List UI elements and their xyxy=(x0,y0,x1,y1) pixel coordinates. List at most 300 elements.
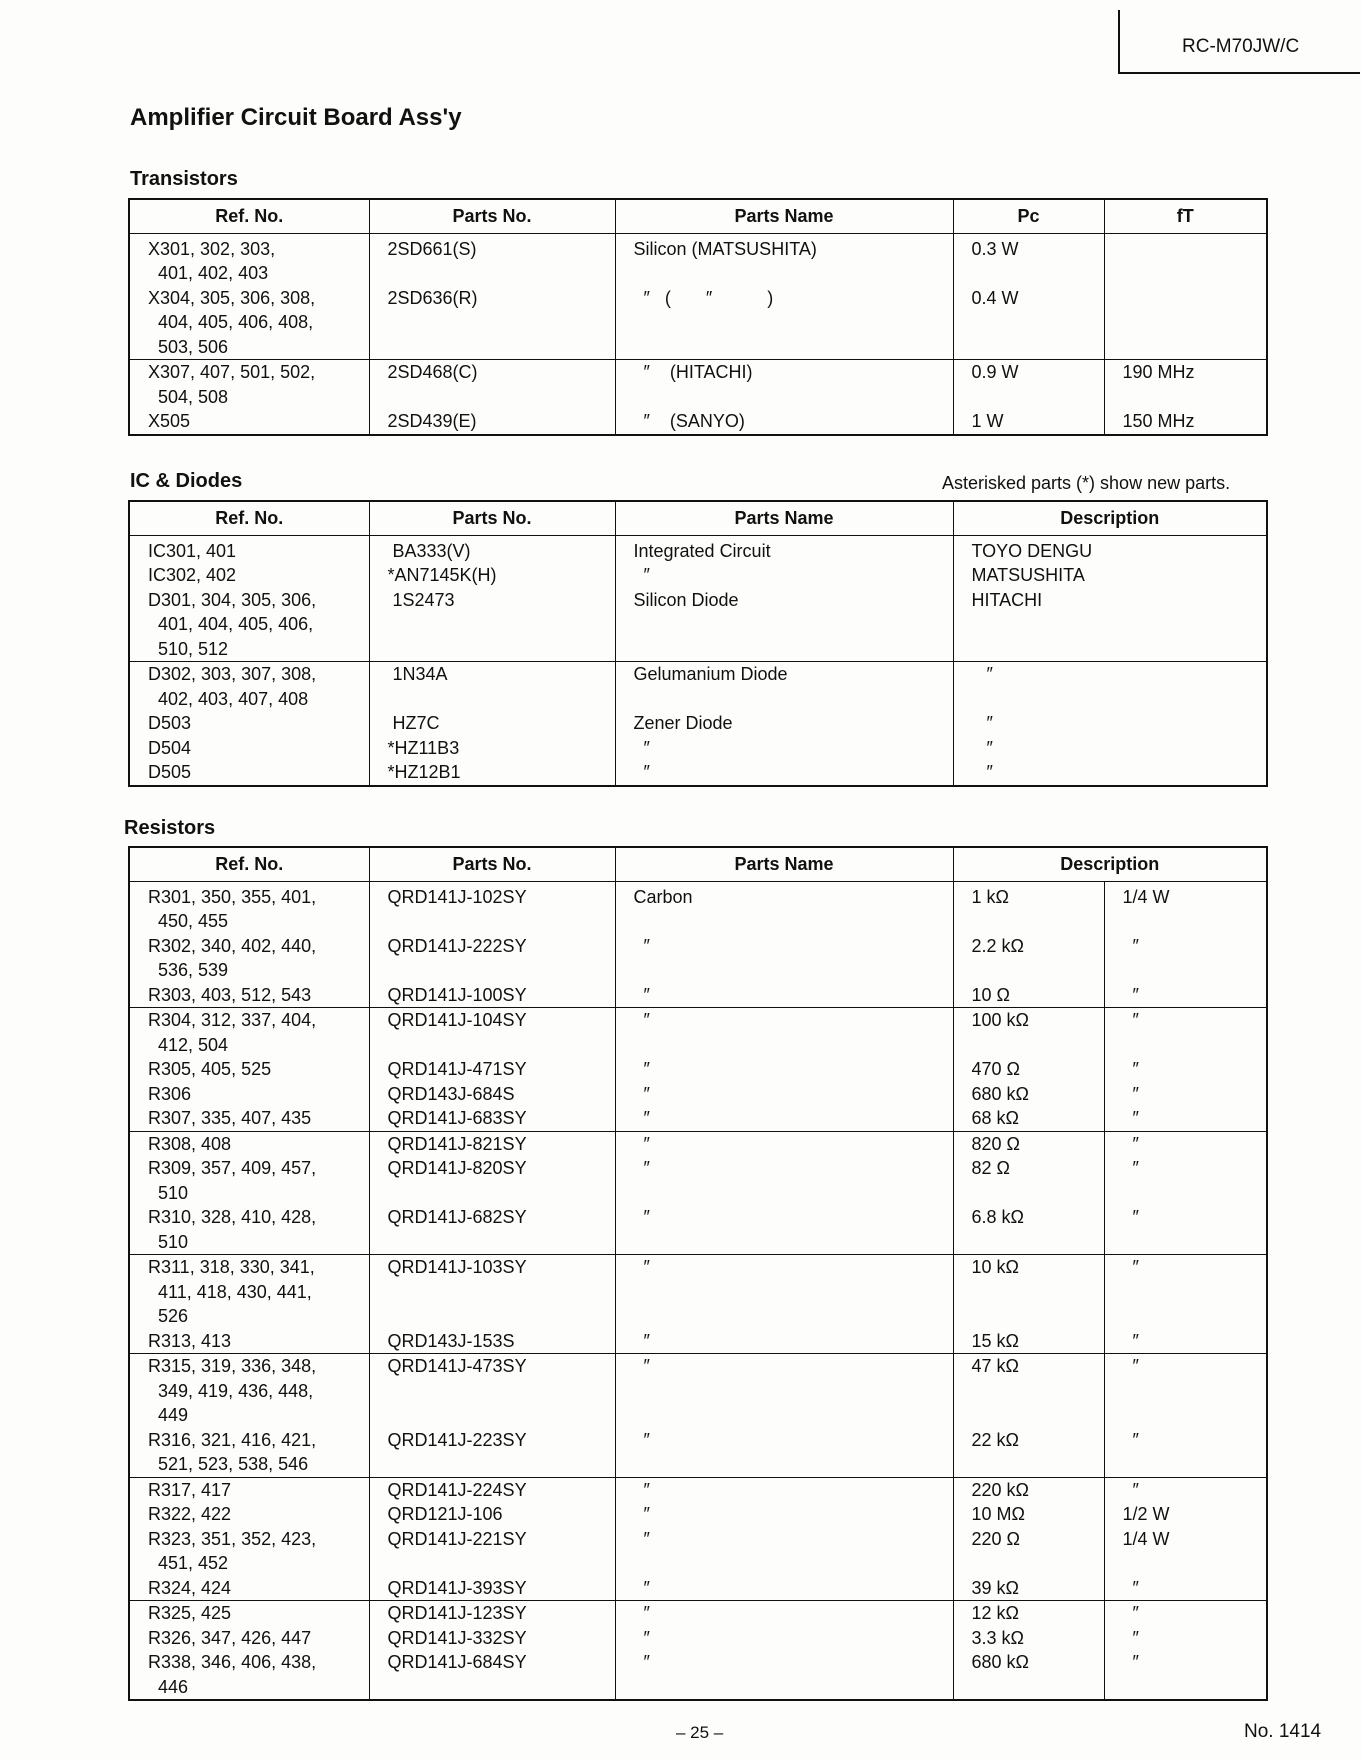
cell-parts-no xyxy=(369,612,615,637)
cell-resistance: 470 Ω xyxy=(953,1057,1104,1082)
cell-ref-no: R325, 425 xyxy=(129,1601,369,1626)
cell-resistance: 6.8 kΩ xyxy=(953,1205,1104,1230)
table-row xyxy=(129,1131,1267,1156)
cell-ref-no: R309, 357, 409, 457, xyxy=(129,1156,369,1181)
table-row xyxy=(129,1205,1267,1230)
cell-ref-no: 510 xyxy=(129,1181,369,1206)
cell-parts-name: Carbon xyxy=(615,881,953,909)
cell-parts-name: ″ xyxy=(615,1354,953,1379)
table-row xyxy=(129,1379,1267,1404)
table-row xyxy=(129,1230,1267,1255)
column-header-ref-no: Ref. No. xyxy=(129,501,369,535)
cell-parts-no: QRD141J-104SY xyxy=(369,1008,615,1033)
cell-ref-no: R324, 424 xyxy=(129,1576,369,1601)
cell-description: ″ xyxy=(953,662,1267,687)
cell-parts-name xyxy=(615,909,953,934)
cell-parts-name: ″ xyxy=(615,1057,953,1082)
cell-parts-name xyxy=(615,1675,953,1701)
cell-parts-name: ″ xyxy=(615,1428,953,1453)
cell-parts-no: QRD141J-123SY xyxy=(369,1601,615,1626)
cell-resistance: 39 kΩ xyxy=(953,1576,1104,1601)
cell-description: ″ xyxy=(953,711,1267,736)
cell-ft xyxy=(1104,233,1267,261)
cell-parts-no xyxy=(369,637,615,662)
table-row xyxy=(129,1082,1267,1107)
transistors-table xyxy=(128,198,1268,436)
cell-parts-name: ″ xyxy=(615,1329,953,1354)
cell-wattage: ″ xyxy=(1104,934,1267,959)
column-header-description: Description xyxy=(953,847,1267,881)
document-number: No. 1414 xyxy=(1244,1721,1322,1742)
cell-ref-no: D504 xyxy=(129,736,369,761)
resistors-table xyxy=(128,846,1268,1701)
cell-resistance xyxy=(953,909,1104,934)
cell-ref-no: R303, 403, 512, 543 xyxy=(129,983,369,1008)
cell-wattage xyxy=(1104,1280,1267,1305)
table-row xyxy=(129,286,1267,311)
cell-ref-no: R305, 405, 525 xyxy=(129,1057,369,1082)
cell-resistance: 2.2 kΩ xyxy=(953,934,1104,959)
cell-parts-name: ″ xyxy=(615,563,953,588)
cell-parts-name xyxy=(615,261,953,286)
cell-parts-no: *HZ12B1 xyxy=(369,760,615,786)
cell-parts-no: QRD141J-683SY xyxy=(369,1106,615,1131)
cell-ref-no: 412, 504 xyxy=(129,1033,369,1058)
table-row xyxy=(129,760,1267,786)
cell-wattage xyxy=(1104,1452,1267,1477)
cell-wattage: ″ xyxy=(1104,1057,1267,1082)
cell-parts-no xyxy=(369,335,615,360)
cell-parts-no: QRD141J-100SY xyxy=(369,983,615,1008)
cell-wattage: 1/4 W xyxy=(1104,1527,1267,1552)
cell-parts-name xyxy=(615,687,953,712)
cell-ref-no: R307, 335, 407, 435 xyxy=(129,1106,369,1131)
cell-pc xyxy=(953,335,1104,360)
cell-ref-no: IC302, 402 xyxy=(129,563,369,588)
section-heading-transistors: Transistors xyxy=(130,168,238,190)
cell-wattage xyxy=(1104,1230,1267,1255)
cell-parts-no: 2SD661(S) xyxy=(369,233,615,261)
cell-wattage: ″ xyxy=(1104,1329,1267,1354)
cell-parts-no: 2SD636(R) xyxy=(369,286,615,311)
cell-parts-no: QRD141J-224SY xyxy=(369,1477,615,1502)
cell-pc xyxy=(953,310,1104,335)
cell-parts-name xyxy=(615,1181,953,1206)
cell-parts-no: QRD141J-221SY xyxy=(369,1527,615,1552)
cell-resistance: 680 kΩ xyxy=(953,1082,1104,1107)
cell-ref-no: D503 xyxy=(129,711,369,736)
cell-parts-no: BA333(V) xyxy=(369,535,615,563)
table-row xyxy=(129,535,1267,563)
cell-ref-no: 404, 405, 406, 408, xyxy=(129,310,369,335)
cell-parts-no: QRD141J-684SY xyxy=(369,1650,615,1675)
page-number: – 25 – xyxy=(676,1723,724,1742)
cell-description: ″ xyxy=(953,760,1267,786)
cell-resistance xyxy=(953,1675,1104,1701)
table-row xyxy=(129,385,1267,410)
cell-parts-name: Silicon Diode xyxy=(615,588,953,613)
cell-parts-no: QRD141J-223SY xyxy=(369,1428,615,1453)
table-row xyxy=(129,1057,1267,1082)
cell-parts-name xyxy=(615,1280,953,1305)
cell-description xyxy=(953,637,1267,662)
cell-parts-no xyxy=(369,1181,615,1206)
cell-resistance xyxy=(953,1403,1104,1428)
cell-parts-no xyxy=(369,261,615,286)
cell-ref-no: X307, 407, 501, 502, xyxy=(129,360,369,385)
column-header-parts-no: Parts No. xyxy=(369,847,615,881)
cell-parts-name: ″ xyxy=(615,1082,953,1107)
cell-wattage xyxy=(1104,1551,1267,1576)
cell-ft: 150 MHz xyxy=(1104,409,1267,435)
cell-ref-no: 510, 512 xyxy=(129,637,369,662)
cell-parts-no: 2SD439(E) xyxy=(369,409,615,435)
cell-parts-name: ″ ( ″ ) xyxy=(615,286,953,311)
cell-parts-name: ″ xyxy=(615,1576,953,1601)
cell-ft xyxy=(1104,261,1267,286)
cell-ref-no: 451, 452 xyxy=(129,1551,369,1576)
cell-ref-no: 401, 402, 403 xyxy=(129,261,369,286)
cell-wattage: 1/4 W xyxy=(1104,881,1267,909)
table-row xyxy=(129,563,1267,588)
table-row xyxy=(129,662,1267,687)
cell-parts-name: ″ xyxy=(615,1626,953,1651)
table-row xyxy=(129,1527,1267,1552)
cell-parts-name: ″ xyxy=(615,1502,953,1527)
cell-wattage xyxy=(1104,1379,1267,1404)
table-row xyxy=(129,736,1267,761)
cell-resistance: 3.3 kΩ xyxy=(953,1626,1104,1651)
ic-diodes-table xyxy=(128,500,1268,787)
table-row xyxy=(129,1576,1267,1601)
cell-wattage: ″ xyxy=(1104,1650,1267,1675)
cell-parts-no xyxy=(369,1033,615,1058)
cell-parts-no: QRD141J-332SY xyxy=(369,1626,615,1651)
cell-ref-no: IC301, 401 xyxy=(129,535,369,563)
cell-ref-no: 411, 418, 430, 441, xyxy=(129,1280,369,1305)
cell-ref-no: D301, 304, 305, 306, xyxy=(129,588,369,613)
table-row xyxy=(129,1156,1267,1181)
table-row xyxy=(129,1181,1267,1206)
cell-resistance: 10 kΩ xyxy=(953,1255,1104,1280)
column-header-pc: Pc xyxy=(953,199,1104,233)
cell-parts-no: QRD141J-102SY xyxy=(369,881,615,909)
cell-parts-name xyxy=(615,385,953,410)
table-header-row xyxy=(129,199,1267,233)
table-row xyxy=(129,360,1267,385)
cell-pc xyxy=(953,385,1104,410)
table-row xyxy=(129,1304,1267,1329)
cell-ft xyxy=(1104,310,1267,335)
table-row xyxy=(129,409,1267,435)
cell-parts-no xyxy=(369,385,615,410)
cell-ref-no: R310, 328, 410, 428, xyxy=(129,1205,369,1230)
cell-resistance: 15 kΩ xyxy=(953,1329,1104,1354)
cell-parts-name: ″ xyxy=(615,1650,953,1675)
cell-resistance: 82 Ω xyxy=(953,1156,1104,1181)
cell-resistance: 68 kΩ xyxy=(953,1106,1104,1131)
cell-parts-no: QRD141J-103SY xyxy=(369,1255,615,1280)
cell-pc: 1 W xyxy=(953,409,1104,435)
table-row xyxy=(129,1551,1267,1576)
cell-ref-no: 504, 508 xyxy=(129,385,369,410)
cell-resistance: 10 MΩ xyxy=(953,1502,1104,1527)
cell-resistance: 100 kΩ xyxy=(953,1008,1104,1033)
cell-wattage: ″ xyxy=(1104,1106,1267,1131)
cell-parts-name: ″ xyxy=(615,983,953,1008)
cell-parts-no xyxy=(369,1675,615,1701)
table-row xyxy=(129,934,1267,959)
cell-resistance xyxy=(953,958,1104,983)
cell-parts-no: QRD141J-222SY xyxy=(369,934,615,959)
cell-pc xyxy=(953,261,1104,286)
cell-parts-name xyxy=(615,1304,953,1329)
cell-parts-name xyxy=(615,1551,953,1576)
cell-parts-name: ″ xyxy=(615,1477,953,1502)
cell-pc: 0.3 W xyxy=(953,233,1104,261)
cell-ref-no: R304, 312, 337, 404, xyxy=(129,1008,369,1033)
cell-ref-no: 349, 419, 436, 448, xyxy=(129,1379,369,1404)
cell-ref-no: R313, 413 xyxy=(129,1329,369,1354)
cell-description: HITACHI xyxy=(953,588,1267,613)
cell-ref-no: 401, 404, 405, 406, xyxy=(129,612,369,637)
cell-ref-no: X505 xyxy=(129,409,369,435)
table-row xyxy=(129,958,1267,983)
cell-resistance: 12 kΩ xyxy=(953,1601,1104,1626)
cell-resistance: 10 Ω xyxy=(953,983,1104,1008)
section-heading-resistors: Resistors xyxy=(124,817,216,839)
table-row xyxy=(129,335,1267,360)
cell-resistance: 220 Ω xyxy=(953,1527,1104,1552)
cell-parts-name xyxy=(615,1452,953,1477)
cell-parts-name xyxy=(615,612,953,637)
cell-ref-no: 402, 403, 407, 408 xyxy=(129,687,369,712)
table-row xyxy=(129,1601,1267,1626)
column-header-ref-no: Ref. No. xyxy=(129,847,369,881)
cell-wattage xyxy=(1104,958,1267,983)
table-row xyxy=(129,881,1267,909)
cell-parts-no xyxy=(369,1304,615,1329)
cell-parts-no xyxy=(369,958,615,983)
cell-parts-no xyxy=(369,1551,615,1576)
cell-parts-no: QRD121J-106 xyxy=(369,1502,615,1527)
cell-ref-no: 446 xyxy=(129,1675,369,1701)
column-header-description: Description xyxy=(953,501,1267,535)
cell-ref-no: 536, 539 xyxy=(129,958,369,983)
cell-resistance xyxy=(953,1033,1104,1058)
cell-ref-no: R301, 350, 355, 401, xyxy=(129,881,369,909)
cell-ref-no: R302, 340, 402, 440, xyxy=(129,934,369,959)
model-number: RC-M70JW/C xyxy=(1182,36,1300,57)
cell-parts-no xyxy=(369,1379,615,1404)
cell-wattage: ″ xyxy=(1104,1082,1267,1107)
cell-description: TOYO DENGU xyxy=(953,535,1267,563)
cell-wattage: 1/2 W xyxy=(1104,1502,1267,1527)
cell-wattage: ″ xyxy=(1104,1205,1267,1230)
cell-ref-no: R338, 346, 406, 438, xyxy=(129,1650,369,1675)
cell-parts-no: QRD141J-393SY xyxy=(369,1576,615,1601)
table-row xyxy=(129,1280,1267,1305)
cell-parts-name xyxy=(615,1033,953,1058)
cell-ref-no: R326, 347, 426, 447 xyxy=(129,1626,369,1651)
cell-parts-no: QRD141J-473SY xyxy=(369,1354,615,1379)
cell-resistance xyxy=(953,1452,1104,1477)
cell-wattage: ″ xyxy=(1104,1255,1267,1280)
cell-ref-no: R306 xyxy=(129,1082,369,1107)
table-header-row xyxy=(129,847,1267,881)
cell-wattage xyxy=(1104,1675,1267,1701)
cell-ref-no: X301, 302, 303, xyxy=(129,233,369,261)
table-row xyxy=(129,1626,1267,1651)
table-row xyxy=(129,1675,1267,1701)
table-row xyxy=(129,1329,1267,1354)
cell-resistance xyxy=(953,1551,1104,1576)
cell-parts-no: *AN7145K(H) xyxy=(369,563,615,588)
cell-ref-no: D505 xyxy=(129,760,369,786)
cell-ref-no: R311, 318, 330, 341, xyxy=(129,1255,369,1280)
cell-parts-name: ″ xyxy=(615,760,953,786)
cell-parts-name: ″ xyxy=(615,1255,953,1280)
cell-parts-name: Silicon (MATSUSHITA) xyxy=(615,233,953,261)
cell-parts-name: ″ xyxy=(615,1205,953,1230)
cell-parts-name: ″ xyxy=(615,1008,953,1033)
cell-ref-no: 449 xyxy=(129,1403,369,1428)
cell-ref-no: 510 xyxy=(129,1230,369,1255)
table-row xyxy=(129,1255,1267,1280)
column-header-parts-no: Parts No. xyxy=(369,501,615,535)
cell-parts-no xyxy=(369,909,615,934)
cell-parts-no xyxy=(369,687,615,712)
cell-parts-name: ″ xyxy=(615,934,953,959)
table-row xyxy=(129,687,1267,712)
column-header-parts-name: Parts Name xyxy=(615,501,953,535)
cell-parts-name xyxy=(615,1230,953,1255)
cell-parts-name xyxy=(615,335,953,360)
cell-ref-no: 450, 455 xyxy=(129,909,369,934)
cell-wattage: ″ xyxy=(1104,1576,1267,1601)
cell-parts-no xyxy=(369,1230,615,1255)
cell-parts-no: 1N34A xyxy=(369,662,615,687)
table-row xyxy=(129,1008,1267,1033)
cell-description: MATSUSHITA xyxy=(953,563,1267,588)
cell-parts-no: QRD143J-153S xyxy=(369,1329,615,1354)
table-row xyxy=(129,637,1267,662)
cell-parts-no: 1S2473 xyxy=(369,588,615,613)
cell-parts-name: ″ xyxy=(615,1156,953,1181)
table-row xyxy=(129,1452,1267,1477)
cell-wattage: ″ xyxy=(1104,1428,1267,1453)
cell-parts-no xyxy=(369,1280,615,1305)
cell-resistance: 22 kΩ xyxy=(953,1428,1104,1453)
cell-parts-name: ″ xyxy=(615,736,953,761)
column-header-parts-no: Parts No. xyxy=(369,199,615,233)
table-row xyxy=(129,261,1267,286)
cell-ref-no: R322, 422 xyxy=(129,1502,369,1527)
cell-parts-name xyxy=(615,1403,953,1428)
cell-parts-no: QRD141J-821SY xyxy=(369,1131,615,1156)
cell-parts-no xyxy=(369,310,615,335)
cell-wattage: ″ xyxy=(1104,1156,1267,1181)
cell-wattage: ″ xyxy=(1104,1477,1267,1502)
cell-wattage: ″ xyxy=(1104,1131,1267,1156)
cell-parts-no: QRD141J-471SY xyxy=(369,1057,615,1082)
cell-resistance: 820 Ω xyxy=(953,1131,1104,1156)
asterisk-note: Asterisked parts (*) show new parts. xyxy=(942,473,1231,493)
cell-parts-name: ″ (SANYO) xyxy=(615,409,953,435)
cell-resistance xyxy=(953,1304,1104,1329)
table-row xyxy=(129,1106,1267,1131)
cell-ft xyxy=(1104,335,1267,360)
cell-ref-no: R315, 319, 336, 348, xyxy=(129,1354,369,1379)
cell-ref-no: 521, 523, 538, 546 xyxy=(129,1452,369,1477)
page-title: Amplifier Circuit Board Ass'y xyxy=(130,104,462,131)
cell-wattage xyxy=(1104,1181,1267,1206)
cell-ref-no: 503, 506 xyxy=(129,335,369,360)
cell-resistance xyxy=(953,1379,1104,1404)
section-heading-ic-diodes: IC & Diodes xyxy=(130,470,243,492)
column-header-ref-no: Ref. No. xyxy=(129,199,369,233)
cell-parts-name: Gelumanium Diode xyxy=(615,662,953,687)
cell-parts-no: HZ7C xyxy=(369,711,615,736)
cell-parts-no: 2SD468(C) xyxy=(369,360,615,385)
cell-parts-name: Zener Diode xyxy=(615,711,953,736)
table-header-row xyxy=(129,501,1267,535)
cell-description xyxy=(953,687,1267,712)
cell-parts-name: ″ xyxy=(615,1527,953,1552)
column-header-parts-name: Parts Name xyxy=(615,847,953,881)
cell-ref-no: 526 xyxy=(129,1304,369,1329)
cell-resistance xyxy=(953,1280,1104,1305)
cell-pc: 0.4 W xyxy=(953,286,1104,311)
cell-parts-name: Integrated Circuit xyxy=(615,535,953,563)
cell-parts-name: ″ xyxy=(615,1131,953,1156)
cell-parts-no xyxy=(369,1452,615,1477)
table-row xyxy=(129,310,1267,335)
cell-pc: 0.9 W xyxy=(953,360,1104,385)
cell-parts-no xyxy=(369,1403,615,1428)
table-row xyxy=(129,588,1267,613)
cell-ref-no: D302, 303, 307, 308, xyxy=(129,662,369,687)
cell-resistance: 680 kΩ xyxy=(953,1650,1104,1675)
cell-wattage: ″ xyxy=(1104,983,1267,1008)
cell-ft xyxy=(1104,385,1267,410)
cell-ref-no: X304, 305, 306, 308, xyxy=(129,286,369,311)
table-row xyxy=(129,1428,1267,1453)
cell-wattage: ″ xyxy=(1104,1008,1267,1033)
cell-parts-name xyxy=(615,637,953,662)
cell-ref-no: R317, 417 xyxy=(129,1477,369,1502)
cell-parts-name: ″ (HITACHI) xyxy=(615,360,953,385)
cell-description: ″ xyxy=(953,736,1267,761)
table-row xyxy=(129,1403,1267,1428)
cell-wattage xyxy=(1104,1033,1267,1058)
cell-resistance: 47 kΩ xyxy=(953,1354,1104,1379)
column-header-parts-name: Parts Name xyxy=(615,199,953,233)
column-header-ft: fT xyxy=(1104,199,1267,233)
cell-wattage: ″ xyxy=(1104,1354,1267,1379)
cell-resistance xyxy=(953,1181,1104,1206)
cell-ft: 190 MHz xyxy=(1104,360,1267,385)
cell-parts-name xyxy=(615,310,953,335)
table-row xyxy=(129,233,1267,261)
cell-ft xyxy=(1104,286,1267,311)
table-row xyxy=(129,1033,1267,1058)
cell-parts-no: QRD141J-820SY xyxy=(369,1156,615,1181)
cell-wattage xyxy=(1104,1304,1267,1329)
table-row xyxy=(129,1354,1267,1379)
cell-resistance: 1 kΩ xyxy=(953,881,1104,909)
cell-parts-name: ″ xyxy=(615,1106,953,1131)
